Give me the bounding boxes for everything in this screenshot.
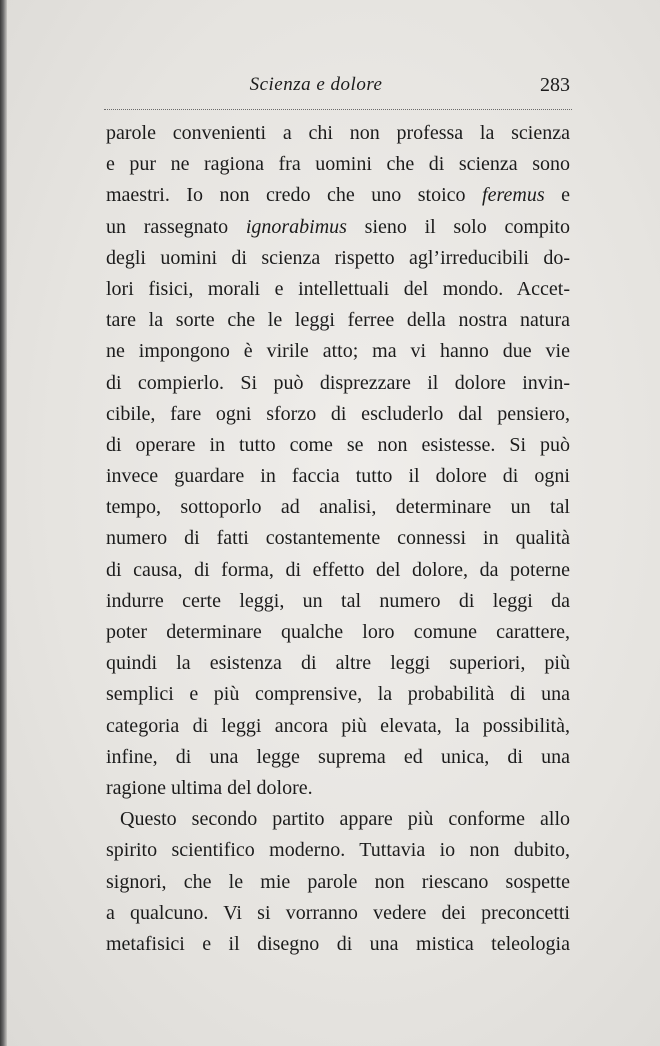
text-line: spirito scientifico moderno. Tuttavia io non dubito, [106,839,570,862]
text-line: di operare in tutto come se non esistesse. Si può [106,433,570,456]
text-line: e pur ne ragiona fra uomini che di scienza sono [106,153,570,176]
running-head [106,74,570,104]
latin-term-ignorabimus: ignorabimus [245,215,347,238]
page-number: 283 [540,74,570,96]
header-rule [104,109,572,110]
text-line: parole convenienti a chi non professa la scienza [106,122,570,144]
text-line: ragione ultima del dolore. [106,776,313,799]
text-line: invece guardare in faccia tutto il dolore di ogni [106,465,570,488]
paragraph-1 [106,118,570,804]
text-line: di compierlo. Si può disprezzare il dolore invin- [106,371,570,394]
text-line: Questo secondo partito appare più conforme allo [120,808,570,831]
text-line: infine, di una legge suprema ed unica, di una [106,745,570,768]
text-line: metafisici e il disegno di una mistica teleologia [106,932,570,955]
text-run: e [544,184,570,207]
text-line: lori fisici, morali e intellettuali del mondo. Accet- [106,277,570,300]
text-line: semplici e più comprensive, la probabilità di una [106,683,570,706]
text-line: quindi la esistenza di altre leggi superiori, più [106,652,570,675]
text-line: a qualcuno. Vi si vorranno vedere dei preconcetti [106,901,570,924]
latin-term-feremus: feremus [482,184,545,207]
text-line: degli uomini di scienza rispetto agl’irreducibili do- [106,246,570,269]
paragraph-2 [106,804,570,960]
text-line [106,180,570,211]
text-run: maestri. Io non credo che uno stoico [106,184,483,207]
book-spine-shadow [0,0,7,1046]
text-line: tare la sorte che le leggi ferree della nostra natura [106,309,570,332]
text-line: ne impongono è virile atto; ma vi hanno due vie [106,340,570,363]
text-line: categoria di leggi ancora più elevata, la possibilità, [106,714,570,737]
running-title: Scienza e dolore [249,74,383,95]
body-text [106,118,570,960]
text-line: di causa, di forma, di effetto del dolore, da poterne [106,558,570,581]
text-line: numero di fatti costantemente connessi in qualità [106,527,570,550]
text-line: indurre certe leggi, un tal numero di leggi da [106,589,570,612]
text-run: un rassegnato [106,215,246,238]
text-line: tempo, sottoporlo ad analisi, determinare un tal [106,496,570,519]
text-line: poter determinare qualche loro comune carattere, [106,621,570,643]
text-run: sieno il solo compito [346,215,570,238]
text-line: cibile, fare ogni sforzo di escluderlo dal pensiero, [106,402,570,425]
text-line [106,212,570,243]
text-line: signori, che le mie parole non riescano sospette [106,870,570,893]
